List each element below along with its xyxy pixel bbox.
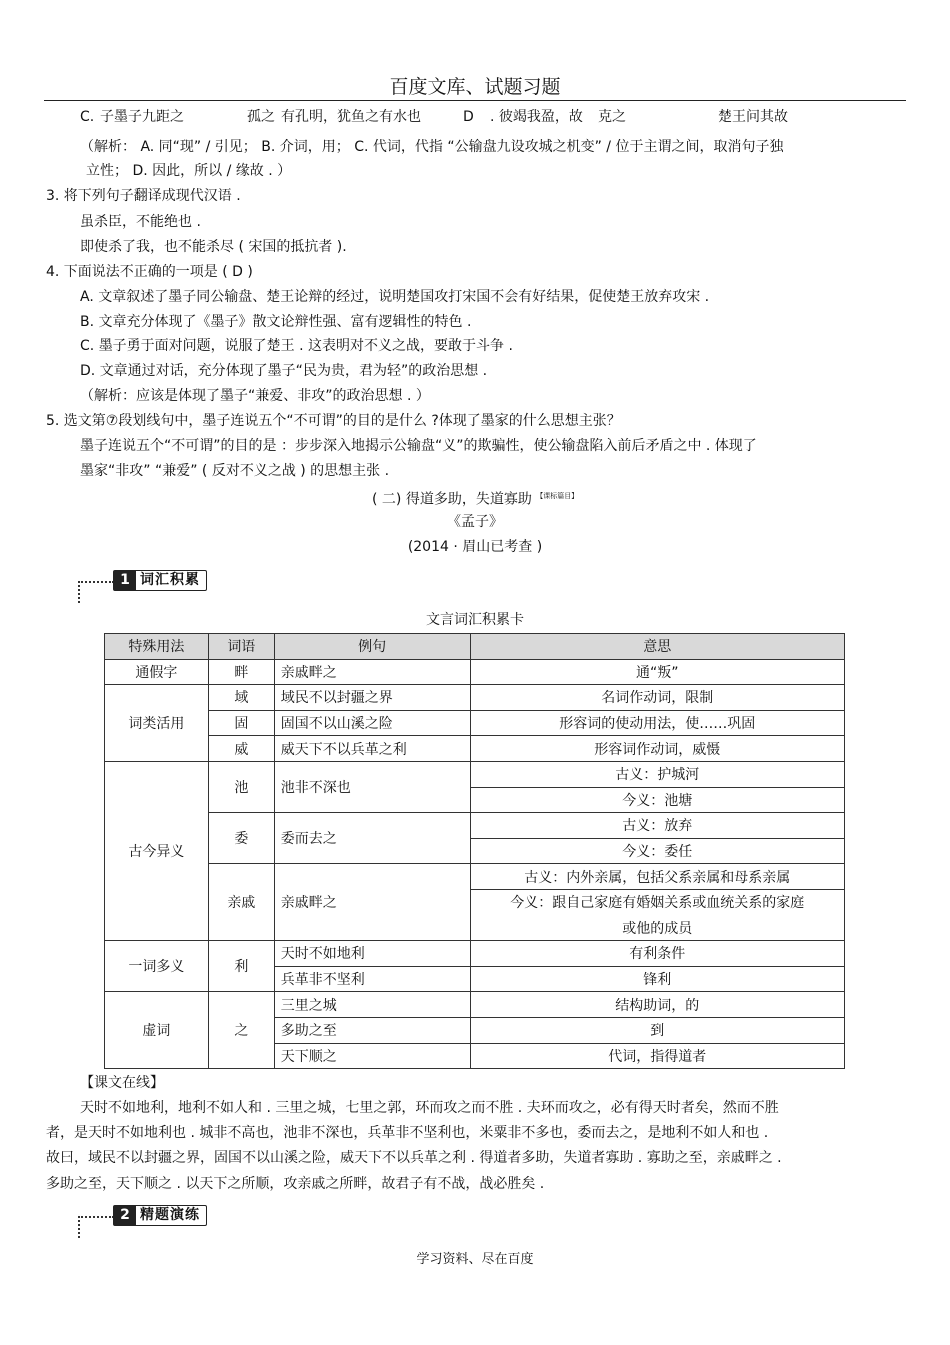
cell-word: 之 [208, 992, 274, 1069]
badge1-number: 1 [114, 571, 136, 590]
cell-meaning: 结构助词，的 [470, 992, 845, 1018]
q2-analysis-line2: 立性； D. 因此，所以 / 缘故 . ） [86, 163, 292, 179]
cell-category: 词类活用 [105, 685, 209, 762]
cell-meaning-modern: 今义：池塘 [470, 787, 845, 813]
cell-category: 虚词 [105, 992, 209, 1069]
cell-meaning: 通“叛” [470, 659, 845, 685]
table-row [105, 710, 845, 736]
badge-vocabulary [113, 570, 207, 591]
cell-meaning-ancient: 古义：内外亲属，包括父系亲属和母系亲属 [470, 864, 845, 890]
cell-meaning: 形容词的使动用法，使……巩固 [470, 710, 845, 736]
cell-example: 池非不深也 [274, 761, 470, 812]
q3-answer: 即使杀了我，也不能杀尽 ( 宋国的抵抗者 ). [80, 239, 347, 255]
table-row [105, 761, 845, 787]
table-header-row [105, 634, 845, 660]
q2-option-c-label: C. [80, 109, 95, 125]
cell-example: 固国不以山溪之险 [274, 710, 470, 736]
cell-word: 固 [208, 710, 274, 736]
cell-word: 池 [208, 761, 274, 812]
kewen-heading: 【课文在线】 [80, 1075, 164, 1091]
badge2-label: 精题演练 [140, 1207, 200, 1223]
kewen-line2: 者，是天时不如地利也 . 城非不高也，池非不深也，兵革非不坚利也，米粟非不多也，委而去之，是地利不如人和也 . [46, 1125, 769, 1141]
cell-example: 兵革非不坚利 [274, 966, 470, 992]
q2-option-c-text2: 孤之 [247, 109, 275, 125]
table-row [105, 736, 845, 762]
cell-meaning: 锋利 [470, 966, 845, 992]
cell-meaning: 有利条件 [470, 941, 845, 967]
page-footer: 学习资料、尽在百度 [416, 1252, 534, 1267]
section2-title: ( 二) 得道多助，失道寡助 $^{【课标篇目】}$ [372, 491, 579, 508]
q5-answer-line2: 墨家“非攻” “兼爱” ( 反对不义之战 ) 的思想主张 . [80, 463, 390, 479]
cell-example: 域民不以封疆之界 [274, 685, 470, 711]
cell-word: 域 [208, 685, 274, 711]
badge1-dotted-bracket [78, 581, 114, 603]
cell-example: 三里之城 [274, 992, 470, 1018]
kewen-line4: 多助之至，天下顺之 . 以天下之所顺，攻亲戚之所畔，故君子有不战，战必胜矣 . [46, 1176, 545, 1192]
cell-meaning: 代词，指得道者 [470, 1043, 845, 1069]
header-divider [44, 100, 906, 101]
kewen-line1: 天时不如地利，地利不如人和 . 三里之城，七里之郭，环而攻之而不胜 . 夫环而攻之，必有得天时者矣，然而不胜 [80, 1100, 779, 1116]
cell-example: 威天下不以兵革之利 [274, 736, 470, 762]
q4-option-b: B. 文章充分体现了《墨子》散文论辩性强、富有逻辑性的特色 . [80, 314, 472, 330]
q2-option-d-text1: . 彼竭我盈，故 [490, 109, 583, 125]
cell-meaning-ancient: 古义：护城河 [470, 761, 845, 787]
cell-category: 一词多义 [105, 941, 209, 992]
q3-stem: 3. 将下列句子翻译成现代汉语 . [46, 188, 241, 204]
q4-option-a: A. 文章叙述了墨子同公输盘、楚王论辩的经过，说明楚国攻打宋国不会有好结果，促使楚王放弃攻宋 . [80, 289, 710, 305]
badge-practice [113, 1205, 207, 1226]
table-row [105, 659, 845, 685]
section2-tag: 【课标篇目】 [536, 492, 579, 500]
q3-sentence: 虽杀臣，不能绝也 . [80, 214, 201, 230]
q2-option-c-text3: 有孔明，犹鱼之有水也 [281, 109, 421, 125]
table-row [105, 685, 845, 711]
kewen-line3: 故曰，域民不以封疆之界，固国不以山溪之险，威天下不以兵革之利 . 得道者多助，失道者寡助 . 寡助之至，亲戚畔之 . [46, 1150, 782, 1166]
section2-book: 《孟子》 [447, 514, 503, 530]
cell-example: 亲戚畔之 [274, 659, 470, 685]
col-header-example: 例句 [274, 634, 470, 660]
cell-meaning: 到 [470, 1017, 845, 1043]
q2-option-c-text1: 子墨子九距之 [100, 109, 184, 125]
cell-word: 委 [208, 813, 274, 864]
cell-category: 古今异义 [105, 761, 209, 940]
q4-stem: 4. 下面说法不正确的一项是 ( D ) [46, 264, 253, 280]
cell-meaning-modern-cont: 或他的成员 [470, 915, 845, 941]
q2-option-d-label: D [463, 109, 474, 125]
table-row [105, 941, 845, 967]
cell-meaning-modern: 今义：委任 [470, 838, 845, 864]
table-row [105, 813, 845, 839]
col-header-word: 词语 [208, 634, 274, 660]
q4-analysis: （解析：应该是体现了墨子“兼爱、非攻”的政治思想 . ） [80, 388, 430, 404]
cell-meaning: 形容词作动词，威慑 [470, 736, 845, 762]
cell-category: 通假字 [105, 659, 209, 685]
cell-example: 天时不如地利 [274, 941, 470, 967]
q4-option-d: D. 文章通过对话，充分体现了墨子“民为贵，君为轻”的政治思想 . [80, 363, 488, 379]
cell-meaning: 名词作动词，限制 [470, 685, 845, 711]
badge2-dotted-bracket [78, 1216, 114, 1238]
cell-word: 利 [208, 941, 274, 992]
section2-exam: (2014 · 眉山已考查 ) [407, 539, 543, 555]
table-row [105, 992, 845, 1018]
cell-example: 多助之至 [274, 1017, 470, 1043]
q2-option-d-text2: 克之 [598, 109, 626, 125]
cell-word: 亲戚 [208, 864, 274, 941]
q2-option-d-text3: 楚王问其故 [718, 109, 788, 125]
cell-word: 威 [208, 736, 274, 762]
table-row [105, 864, 845, 890]
col-header-usage: 特殊用法 [105, 634, 209, 660]
vocab-table [104, 633, 845, 1069]
cell-word: 畔 [208, 659, 274, 685]
cell-example: 天下顺之 [274, 1043, 470, 1069]
cell-example: 亲戚畔之 [274, 864, 470, 941]
q2-analysis-line1: （解析： A. 同“现” / 引见； B. 介词，用； C. 代词，代指 “公输盘九设攻城之机变” / 位于主谓之间，取消句子独 [80, 139, 784, 155]
q5-answer-line1: 墨子连说五个“不可谓”的目的是 ：步步深入地揭示公输盘“义”的欺骗性，使公输盘陷入前后矛盾之中 . 体现了 [80, 438, 757, 454]
col-header-meaning: 意思 [470, 634, 845, 660]
badge2-number: 2 [114, 1206, 136, 1225]
page-header-title: 百度文库、试题习题 [389, 76, 561, 98]
q4-option-c: C. 墨子勇于面对问题，说服了楚王 . 这表明对不义之战，要敢于斗争 . [80, 338, 513, 354]
cell-meaning-modern: 今义：跟自己家庭有婚姻关系或血统关系的家庭 [470, 889, 845, 915]
cell-meaning-ancient: 古义：放弃 [470, 813, 845, 839]
cell-example: 委而去之 [274, 813, 470, 864]
vocab-card-title: 文言词汇积累卡 [426, 612, 524, 628]
badge1-label: 词汇积累 [140, 572, 200, 588]
q5-stem: 5. 选文第⑦段划线句中，墨子连说五个“不可谓”的目的是什么 ?体现了墨家的什么思想主张？ [46, 413, 621, 429]
